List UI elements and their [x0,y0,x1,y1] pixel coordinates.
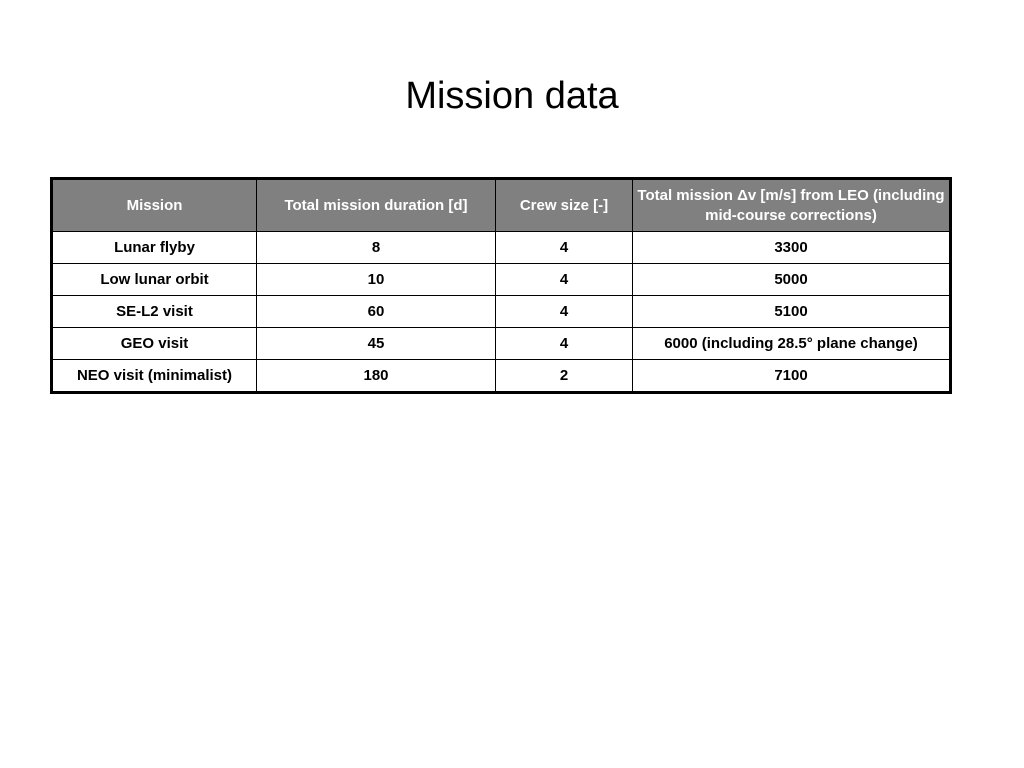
header-duration: Total mission duration [d] [257,179,496,232]
cell-duration: 8 [257,232,496,264]
table-row [52,360,951,393]
cell-crew-size: 4 [496,232,633,264]
cell-delta-v: 5100 [633,296,951,328]
cell-mission: NEO visit (minimalist) [52,360,257,393]
cell-delta-v: 3300 [633,232,951,264]
cell-mission: GEO visit [52,328,257,360]
cell-crew-size: 4 [496,264,633,296]
table-row [52,296,951,328]
table-header-row [52,179,951,232]
header-delta-v: Total mission Δv [m/s] from LEO (including mid-course corrections) [633,179,951,232]
cell-duration: 60 [257,296,496,328]
mission-data-table [50,177,952,394]
cell-duration: 180 [257,360,496,393]
cell-duration: 45 [257,328,496,360]
header-crew-size: Crew size [-] [496,179,633,232]
header-mission: Mission [52,179,257,232]
table-row [52,328,951,360]
table-row [52,232,951,264]
cell-delta-v: 5000 [633,264,951,296]
cell-mission: Lunar flyby [52,232,257,264]
cell-mission: SE-L2 visit [52,296,257,328]
table-row [52,264,951,296]
cell-mission: Low lunar orbit [52,264,257,296]
cell-delta-v: 7100 [633,360,951,393]
cell-crew-size: 4 [496,296,633,328]
slide-title: Mission data [405,75,619,117]
cell-crew-size: 4 [496,328,633,360]
cell-crew-size: 2 [496,360,633,393]
cell-delta-v: 6000 (including 28.5° plane change) [633,328,951,360]
cell-duration: 10 [257,264,496,296]
